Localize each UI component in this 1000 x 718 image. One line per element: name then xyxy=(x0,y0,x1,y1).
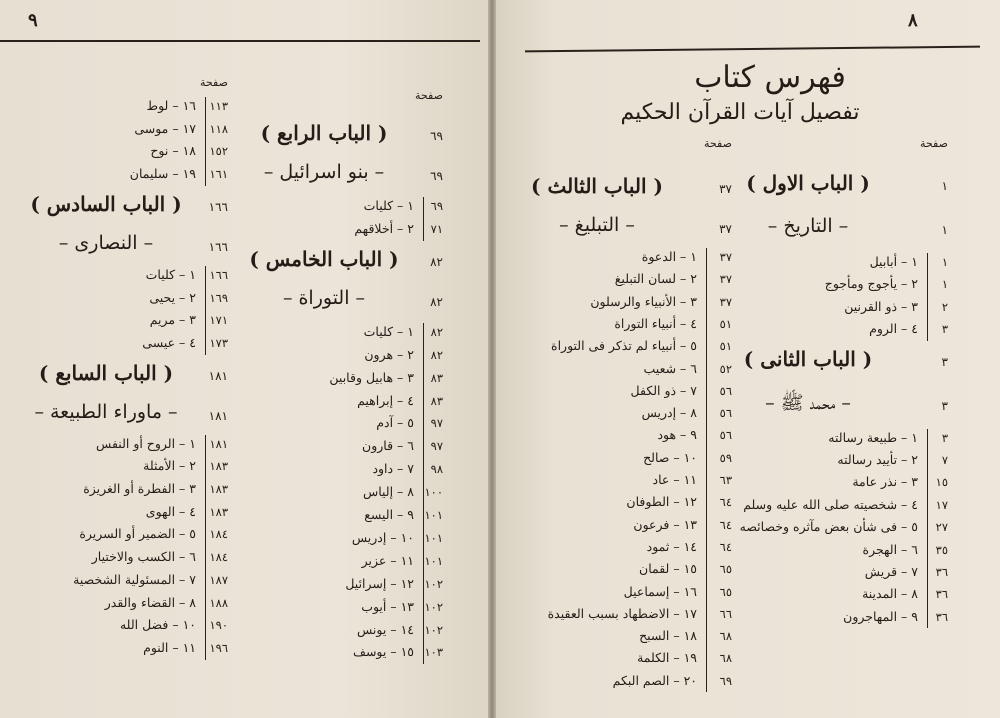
entry-page-number: ١٨٨ xyxy=(209,595,228,610)
entry-page-number: ١٠١ xyxy=(424,553,443,568)
entry-page-number: ٥١ xyxy=(719,316,732,331)
page-number-left: ٩ xyxy=(28,10,38,31)
entry-page-number: ٣٧ xyxy=(719,294,732,309)
entry-title: ١٢ – إسرائيل xyxy=(345,575,414,591)
entry-page-number: ١٩٠ xyxy=(209,618,228,633)
entry-page-number: ١٠٣ xyxy=(424,645,443,660)
entry-title: ٢ – تأييد رسالته xyxy=(837,452,918,467)
entry-title: ٨ – القضاء والقدر xyxy=(104,594,196,610)
entry-page-number: ٦٣ xyxy=(719,473,732,487)
chapter-page-number: ١٨١ xyxy=(208,368,228,383)
entry-title: ١ – كليات xyxy=(363,198,414,213)
entry-title: ٧ – المسئولية الشخصية xyxy=(73,571,196,587)
entry-page-number: ٣٥ xyxy=(935,542,948,557)
entry-title: ٣ – الفطرة أو الغريزة xyxy=(83,481,196,496)
entry-page-number: ٦٤ xyxy=(719,495,732,510)
entry-title: ١١ – عزير xyxy=(361,552,414,568)
entry-page-number: ١٧ xyxy=(935,497,948,512)
entry-page-number: ٥١ xyxy=(719,339,732,354)
entry-title: ٣ – مريم xyxy=(149,312,196,328)
entry-title: ١١ – النوم xyxy=(143,639,196,655)
entry-title: ١٠ – فضل الله xyxy=(119,617,196,633)
entry-title: ٢ – لسان التبليغ xyxy=(614,271,697,287)
entry-title: ٢ – يحيى xyxy=(149,289,196,305)
index-subtitle: تفصيل آيات القرآن الحكيم xyxy=(620,100,860,125)
section-page-number: ٨٢ xyxy=(430,294,443,309)
entry-title: ١ – الروح أو النفس xyxy=(96,435,196,451)
section-heading: – النصارى – xyxy=(58,231,154,254)
entry-page-number: ٣ xyxy=(941,430,948,445)
entry-title: ٧ – ذو الكفل xyxy=(630,382,697,398)
entry-page-number: ٧١ xyxy=(430,221,443,236)
entry-title: ١٧ – الاضطهاد بسبب العقيدة xyxy=(547,605,697,621)
chapter-heading: ( الباب الثانى ) xyxy=(743,346,873,371)
section-page-number: ١٨١ xyxy=(208,408,228,423)
entry-title: ٢ – أخلاقهم xyxy=(354,220,414,236)
entry-title: ١ – كليات xyxy=(363,323,414,339)
entry-title: ١٦ – إسماعيل xyxy=(623,583,697,599)
entry-page-number: ٣٧ xyxy=(719,250,732,264)
entry-page-number: ٥٩ xyxy=(719,450,732,465)
entry-page-number: ١٧٣ xyxy=(209,335,228,350)
entry-title: ٦ – قارون xyxy=(362,438,414,454)
chapter-page-number: ١ xyxy=(941,179,948,193)
entry-page-number: ١٠٢ xyxy=(424,599,443,614)
entry-title: ٨ – المدينة xyxy=(862,586,918,602)
entry-title: ٧ – داود xyxy=(372,461,414,477)
chapter-heading: ( الباب الاول ) xyxy=(746,171,870,195)
entry-title: ٢ – هرون xyxy=(364,346,414,362)
section-page-number: ١٦٦ xyxy=(208,239,228,254)
entry-title: ١٧ – موسى xyxy=(134,120,196,136)
entry-page-number: ٩٧ xyxy=(430,439,443,454)
entry-title: ٧ – قريش xyxy=(864,564,918,579)
page-column-label: صفحة xyxy=(415,89,443,102)
entry-page-number: ٩٨ xyxy=(430,462,443,477)
entry-page-number: ٦٩ xyxy=(430,199,443,213)
chapter-heading: ( الباب الرابع ) xyxy=(260,121,388,145)
chapter-page-number: ١٦٦ xyxy=(208,199,228,214)
book-gutter xyxy=(488,0,496,718)
entry-title: ١٣ – أيوب xyxy=(361,598,414,614)
page-column-label: صفحة xyxy=(920,137,948,150)
entry-page-number: ١٨٧ xyxy=(209,572,228,587)
entry-page-number: ١٨٣ xyxy=(209,459,228,474)
entry-title: ١ – كليات xyxy=(145,266,196,282)
entry-page-number: ٨٣ xyxy=(430,370,443,385)
section-heading: – التوراة – xyxy=(282,286,366,309)
entry-title: ١٢ – الطوفان xyxy=(626,494,697,510)
section-heading: – بنو اسرائيل – xyxy=(263,161,385,183)
entry-title: ٣ – هابيل وقابين xyxy=(329,369,414,385)
entry-title: ١٠ – إدريس xyxy=(351,529,414,545)
entry-page-number: ٦٥ xyxy=(719,562,732,577)
entry-title: ٥ – أنبياء لم تذكر فى التوراة xyxy=(551,338,697,354)
entry-page-number: ٣٦ xyxy=(935,587,948,602)
entry-page-number: ٦٤ xyxy=(719,517,732,532)
entry-page-number: ١٦٩ xyxy=(209,290,228,305)
section-page-number: ٣ xyxy=(941,398,948,413)
column-divider-line xyxy=(706,248,707,692)
chapter-heading: ( الباب السابع ) xyxy=(38,360,174,385)
entry-page-number: ٥٦ xyxy=(719,383,732,398)
entry-page-number: ٦٨ xyxy=(719,629,732,644)
entry-page-number: ١٨٣ xyxy=(209,504,228,519)
index-title: فهرس كتاب xyxy=(694,60,846,95)
entry-title: ٩ – اليسع xyxy=(364,507,414,522)
page-column-label: صفحة xyxy=(704,137,732,150)
entry-title: ٤ – أنبياء التوراة xyxy=(614,315,697,331)
entry-page-number: ١٧١ xyxy=(209,313,228,328)
entry-page-number: ٣ xyxy=(941,322,948,337)
entry-title: ٣ – نذر عامة xyxy=(852,474,918,490)
entry-title: ٤ – شخصيته صلى الله عليه وسلم xyxy=(743,496,918,512)
entry-page-number: ٢ xyxy=(941,299,948,314)
entry-title: ١٥ – لقمان xyxy=(639,561,697,577)
entry-title: ٦ – الهجرة xyxy=(862,541,918,557)
entry-page-number: ١٦٦ xyxy=(209,267,228,282)
column-divider-line xyxy=(205,97,206,186)
section-page-number: ١ xyxy=(941,223,948,237)
entry-page-number: ١٠١ xyxy=(424,508,443,522)
entry-title: ١٦ – لوط xyxy=(146,98,196,113)
entry-page-number: ٦٤ xyxy=(719,539,732,554)
chapter-heading: ( الباب الخامس ) xyxy=(249,246,399,271)
chapter-page-number: ٦٩ xyxy=(430,129,443,143)
entry-page-number: ١٨١ xyxy=(209,436,228,451)
entry-title: ٦ – الكسب والاختيار xyxy=(91,549,196,565)
entry-page-number: ١ xyxy=(941,277,948,292)
entry-page-number: ٦٦ xyxy=(719,606,732,621)
entry-title: ٣ – ذو القرنين xyxy=(844,298,918,314)
entry-title: ١٤ – ثمود xyxy=(646,538,697,554)
section-heading: – محمد ﷺ – xyxy=(765,391,851,414)
entry-title: ٢ – الأمثلة xyxy=(143,458,196,474)
entry-page-number: ١٨٣ xyxy=(209,482,228,496)
entry-page-number: ١١٣ xyxy=(209,99,228,113)
entry-title: ١١ – عاد xyxy=(652,472,697,487)
column-divider-line xyxy=(423,197,424,241)
entry-title: ٤ – إبراهيم xyxy=(357,392,414,408)
section-page-number: ٣٧ xyxy=(719,222,732,236)
entry-page-number: ٨٢ xyxy=(430,347,443,362)
entry-title: ١٤ – يونس xyxy=(357,621,414,637)
entry-page-number: ١٠٢ xyxy=(424,576,443,591)
entry-title: ١٩ – سليمان xyxy=(129,166,196,182)
entry-page-number: ١١٨ xyxy=(209,121,228,136)
entry-title: ٤ – الروم xyxy=(869,321,918,337)
column-divider-line xyxy=(205,435,206,660)
section-heading: – ماوراء الطبيعة – xyxy=(34,400,178,423)
entry-title: ١ – طبيعة رسالته xyxy=(828,429,918,445)
chapter-page-number: ٣٧ xyxy=(719,182,732,196)
entry-page-number: ١٨٤ xyxy=(209,527,228,542)
entry-page-number: ٩٧ xyxy=(430,416,443,431)
entry-page-number: ١٠٠ xyxy=(424,485,443,500)
entry-title: ١٥ – يوسف xyxy=(353,644,414,660)
entry-title: ١ – أبابيل xyxy=(869,254,918,269)
column-divider-line xyxy=(423,323,424,665)
entry-page-number: ١٥٢ xyxy=(209,144,228,159)
section-heading: – التبليغ – xyxy=(559,214,635,236)
entry-page-number: ٥٢ xyxy=(719,361,732,376)
entry-page-number: ٢٧ xyxy=(935,520,948,535)
entry-title: ٦ – شعيب xyxy=(643,360,697,376)
section-page-number: ٦٩ xyxy=(430,169,443,183)
chapter-page-number: ٣ xyxy=(941,354,948,369)
entry-title: ٨ – إلياس xyxy=(362,484,414,500)
entry-title: ٥ – آدم xyxy=(376,415,414,431)
entry-title: ٤ – الهوى xyxy=(145,503,196,519)
entry-title: ٩ – المهاجرون xyxy=(843,608,918,624)
entry-title: ٥ – الضمير أو السريرة xyxy=(79,526,196,542)
entry-title: ١٠ – صالح xyxy=(643,449,697,465)
entry-title: ٣ – الأنبياء والرسلون xyxy=(590,293,697,309)
entry-title: ١٩ – الكلمة xyxy=(637,650,697,666)
entry-page-number: ٣٧ xyxy=(719,272,732,287)
entry-title: ١٨ – السبح xyxy=(639,628,697,644)
entry-page-number: ٥٦ xyxy=(719,406,732,421)
entry-page-number: ٣٦ xyxy=(935,609,948,624)
entry-page-number: ٧ xyxy=(941,453,948,467)
entry-page-number: ١٥ xyxy=(935,475,948,490)
entry-page-number: ٨٢ xyxy=(430,324,443,339)
entry-page-number: ١٩٦ xyxy=(209,640,228,655)
entry-title: ٨ – إدريس xyxy=(641,405,697,421)
chapter-heading: ( الباب السادس ) xyxy=(30,191,182,216)
entry-page-number: ٥٦ xyxy=(719,428,732,443)
entry-page-number: ١٠٢ xyxy=(424,622,443,637)
entry-page-number: ١٠١ xyxy=(424,530,443,545)
entry-title: ١٨ – نوح xyxy=(150,143,196,159)
column-divider-line xyxy=(205,266,206,355)
page-number-right: ٨ xyxy=(908,10,918,31)
entry-page-number: ٨٣ xyxy=(430,393,443,408)
entry-title: ٢ – يأجوج ومأجوج xyxy=(824,276,918,292)
entry-title: ٤ – عيسى xyxy=(142,334,196,350)
entry-page-number: ١ xyxy=(941,255,948,269)
entry-title: ٥ – فى شأن بعض مآثره وخصائصه xyxy=(739,519,918,535)
entry-page-number: ٦٥ xyxy=(719,584,732,599)
entry-title: ١٣ – فرعون xyxy=(633,516,697,532)
entry-page-number: ٦٨ xyxy=(719,651,732,666)
entry-title: ١ – الدعوة xyxy=(641,249,697,264)
entry-page-number: ٣٦ xyxy=(935,565,948,579)
column-divider-line xyxy=(927,429,928,629)
entry-page-number: ٦٩ xyxy=(719,673,732,688)
header-rule-left xyxy=(0,40,480,42)
entry-page-number: ١٦١ xyxy=(209,167,228,182)
entry-title: ٩ – هود xyxy=(657,427,697,443)
chapter-heading: ( الباب الثالث ) xyxy=(531,174,663,198)
chapter-page-number: ٨٢ xyxy=(430,254,443,269)
section-heading: – التاريخ – xyxy=(767,215,849,237)
entry-title: ٢٠ – الصم البكم xyxy=(612,672,697,688)
page-column-label: صفحة xyxy=(200,76,228,89)
entry-page-number: ١٨٤ xyxy=(209,550,228,565)
column-divider-line xyxy=(927,253,928,341)
